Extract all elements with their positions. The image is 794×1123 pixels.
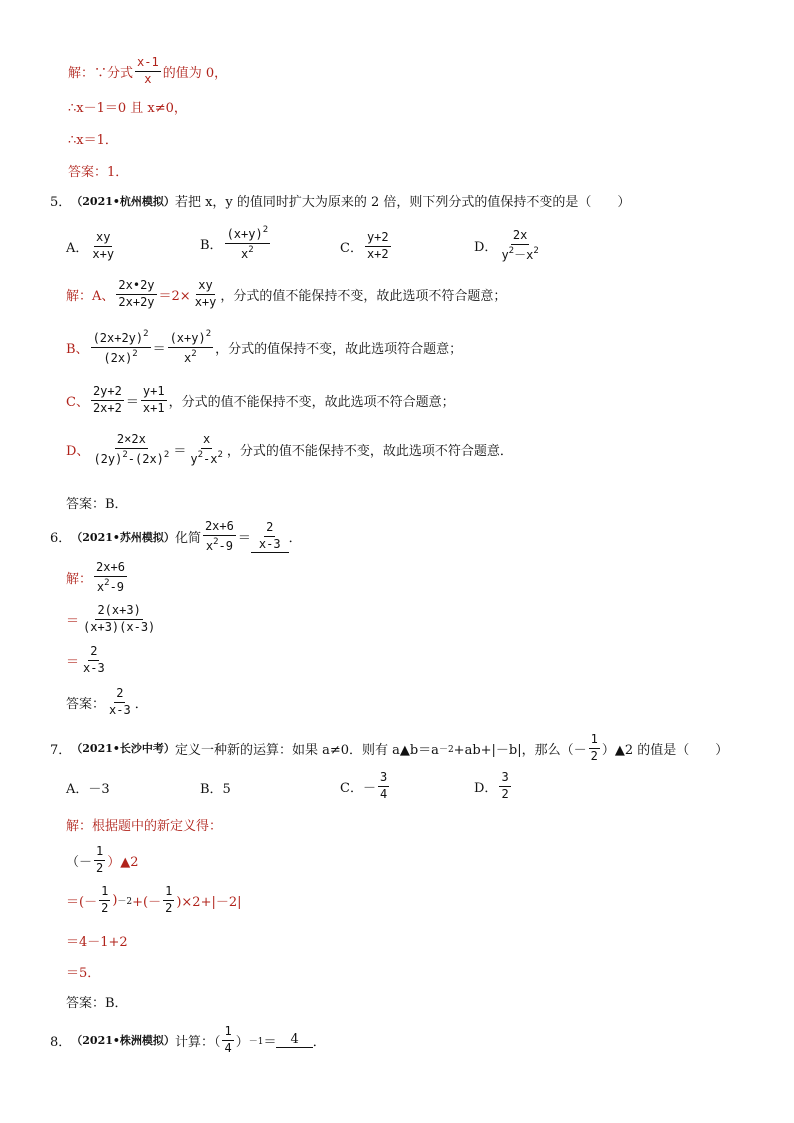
q6-solution-3 — [66, 645, 109, 676]
answer-blank: 4 — [276, 1032, 312, 1048]
exponent: 2 — [143, 329, 149, 339]
question-number: 6． — [50, 531, 72, 547]
text: ＝ — [173, 444, 187, 460]
option-label: A． — [66, 240, 89, 256]
fraction — [163, 885, 174, 916]
q6-solution-2 — [66, 604, 159, 635]
text: x — [241, 246, 249, 261]
denominator — [204, 536, 235, 554]
text: ＝ — [152, 341, 166, 357]
text: -9 — [218, 538, 233, 553]
question-stem: ） — [235, 1034, 249, 1050]
text: ＝5． — [66, 966, 101, 981]
fraction — [257, 521, 283, 552]
text: -x — [202, 451, 218, 466]
exponent: 2 — [104, 577, 110, 588]
text: x — [96, 579, 105, 594]
text: ． — [134, 696, 148, 712]
numerator: 2 — [114, 687, 125, 703]
numerator: 2y+2 — [91, 385, 124, 401]
text: D、 — [66, 444, 90, 460]
text: x — [184, 350, 192, 365]
q5-solution-d — [66, 433, 513, 467]
text: －x — [514, 247, 534, 262]
numerator: 1 — [163, 885, 174, 901]
text: ，分式的值不能保持不变，故此选项不符合题意． — [226, 444, 513, 460]
numerator: 1 — [589, 733, 600, 749]
text: -(2x) — [127, 451, 164, 466]
numerator: 3 — [499, 771, 510, 787]
text: (2y) — [93, 451, 123, 466]
fraction — [90, 231, 116, 262]
denominator — [91, 449, 171, 467]
numerator: 2 — [88, 645, 99, 661]
exponent: 2 — [122, 449, 128, 460]
fraction — [81, 604, 157, 635]
numerator — [225, 225, 271, 244]
fraction — [193, 279, 219, 310]
q5-solution-a — [66, 279, 506, 310]
numerator: 2x+6 — [94, 561, 127, 577]
denominator: 2 — [165, 900, 173, 915]
fraction — [222, 1025, 233, 1056]
q5-solution-c — [66, 385, 455, 416]
q5-option-b — [200, 225, 272, 262]
text: ＝ — [263, 1034, 277, 1050]
q7-solution-5 — [66, 962, 100, 981]
fraction — [225, 225, 271, 262]
q7-option-d — [474, 771, 513, 802]
text: 解：∵分式 — [68, 65, 134, 81]
denominator: 4 — [379, 786, 388, 801]
fraction — [94, 845, 105, 876]
denominator: x-3 — [109, 702, 131, 717]
q4-solution-line-3 — [68, 129, 118, 148]
question-stem: 化简 — [174, 531, 201, 547]
fraction — [81, 645, 107, 676]
question-source: （2021•杭州模拟） — [71, 194, 175, 208]
text: ＝4－1+2 — [66, 935, 128, 950]
text: ＝ — [237, 531, 251, 547]
fraction — [203, 520, 236, 554]
denominator: 4 — [224, 1040, 232, 1055]
text: (x+y) — [226, 227, 263, 241]
text: B、 — [66, 341, 89, 357]
denominator: 2x+2y — [118, 294, 155, 309]
fraction — [91, 385, 124, 416]
exponent: 2 — [191, 348, 197, 359]
text: ，分式的值不能保持不变，故此选项不符合题意； — [168, 394, 455, 410]
q6-solution-1 — [66, 561, 129, 595]
text: 解：A、 — [66, 288, 115, 304]
text: （－ — [66, 854, 93, 870]
fraction — [94, 561, 127, 595]
fraction — [365, 231, 391, 262]
q7-option-b — [200, 778, 231, 797]
q7-stem — [50, 733, 728, 764]
denominator — [188, 449, 225, 467]
numerator: 1 — [94, 845, 105, 861]
text: )×2+|－2| — [176, 894, 242, 910]
q4-answer — [68, 161, 128, 180]
numerator: 2 — [264, 521, 275, 537]
numerator: y+2 — [365, 231, 391, 247]
q7-answer — [66, 992, 128, 1011]
question-stem: 若把 x，y 的值同时扩大为原来的 2 倍，则下列分式的值保持不变的是（ ） — [174, 195, 631, 210]
denominator: x-3 — [258, 536, 281, 551]
option-label: D． — [474, 780, 498, 796]
numerator: 2(x+3) — [95, 604, 142, 620]
exponent: 2 — [262, 225, 269, 235]
exponent: 2 — [213, 536, 219, 547]
text: ＝ — [125, 394, 139, 410]
fraction — [91, 329, 151, 366]
text: C、 — [66, 394, 89, 410]
text: ． — [288, 531, 302, 547]
numerator: 2x — [511, 229, 529, 245]
fraction — [91, 433, 171, 467]
denominator: 2 — [590, 748, 598, 763]
exponent: －1 — [248, 1036, 264, 1047]
denominator: x — [144, 71, 152, 86]
numerator: 1 — [99, 885, 110, 901]
fraction — [589, 733, 600, 764]
fraction — [168, 329, 214, 366]
text: ）▲2 — [107, 854, 139, 870]
numerator — [91, 329, 151, 348]
text: y — [501, 247, 509, 262]
q7-option-a — [66, 778, 110, 797]
q5-stem — [50, 191, 630, 210]
numerator: xy — [94, 231, 112, 247]
option-label: C． — [340, 240, 363, 256]
text: 的值为 0， — [162, 65, 228, 81]
option-label: A．－3 — [66, 782, 110, 797]
fraction — [135, 56, 161, 87]
question-stem: 定义一种新的运算：如果 a≠0．则有 a▲b＝a — [174, 742, 439, 758]
question-stem: +ab+|－b|，那么（－ — [453, 742, 587, 758]
text: 答案： — [66, 696, 106, 712]
text: ，分式的值保持不变，故此选项符合题意； — [215, 341, 463, 357]
q6-answer — [66, 687, 148, 718]
text: 解：根据题中的新定义得： — [66, 819, 223, 834]
denominator — [239, 244, 256, 262]
text: ∴x＝1． — [68, 133, 118, 148]
denominator: 2 — [101, 900, 109, 915]
numerator — [168, 329, 214, 348]
option-label: C．－ — [340, 780, 376, 796]
text: -9 — [109, 579, 125, 594]
numerator: y+1 — [141, 385, 167, 401]
text: 答案：1． — [68, 165, 129, 180]
fraction — [116, 279, 156, 310]
q5-solution-b — [66, 329, 462, 366]
denominator: x+2 — [366, 246, 389, 261]
numerator: x — [201, 433, 212, 449]
fraction — [378, 771, 389, 802]
numerator: 2×2x — [115, 433, 148, 449]
denominator: x+1 — [142, 400, 165, 415]
q7-solution-1 — [66, 815, 222, 834]
question-number: 7． — [50, 742, 72, 758]
exponent: －2 — [438, 744, 454, 755]
text: ) — [112, 892, 118, 908]
denominator — [182, 348, 199, 366]
text: (2x) — [103, 350, 133, 365]
numerator: 1 — [222, 1025, 233, 1041]
denominator: x-3 — [83, 660, 105, 675]
denominator — [101, 348, 139, 366]
denominator — [95, 577, 126, 595]
exponent: 2 — [197, 449, 203, 460]
text: ． — [312, 1034, 326, 1050]
text: x — [205, 538, 214, 553]
text: ＝2× — [158, 288, 191, 304]
q8-stem — [50, 1025, 326, 1056]
denominator: 2x+2 — [92, 400, 122, 415]
q7-solution-3 — [66, 885, 242, 916]
q7-option-c — [340, 771, 391, 802]
text: ，分式的值不能保持不变，故此选项不符合题意； — [220, 288, 507, 304]
question-number: 5． — [50, 195, 72, 210]
numerator: 2x+6 — [203, 520, 236, 536]
text: (2x+2y) — [92, 331, 144, 345]
q5-answer — [66, 493, 128, 512]
question-stem: ）▲2 的值是（ ） — [601, 742, 729, 758]
text: ∴x－1＝0 且 x≠0， — [68, 101, 187, 116]
text: 解： — [66, 572, 93, 588]
q5-option-c — [340, 231, 393, 262]
text: +(－ — [132, 894, 162, 910]
q7-solution-2 — [66, 845, 139, 876]
option-label: B．5 — [200, 782, 231, 797]
exponent: 2 — [217, 449, 223, 460]
text: 答案：B． — [66, 996, 128, 1011]
option-label: D． — [474, 240, 498, 256]
question-source: （2021•苏州模拟） — [71, 530, 175, 544]
fraction — [499, 771, 510, 802]
text: ＝ — [66, 613, 80, 629]
answer-blank — [251, 521, 289, 553]
fraction — [141, 385, 167, 416]
text: ＝(－ — [66, 894, 98, 910]
denominator: x+y — [194, 294, 217, 309]
question-source: （2021•株洲模拟） — [71, 1034, 175, 1048]
fraction — [99, 885, 110, 916]
text: y — [190, 451, 198, 466]
exponent: 2 — [205, 329, 212, 339]
question-stem: 计算：（ — [174, 1034, 221, 1050]
numerator: x-1 — [135, 56, 161, 72]
fraction — [499, 229, 540, 263]
numerator: xy — [196, 279, 214, 295]
denominator: 2 — [96, 860, 104, 875]
exponent: 2 — [533, 245, 539, 256]
exponent: 2 — [248, 244, 254, 255]
exponent: 2 — [508, 245, 515, 256]
denominator: x+y — [92, 246, 115, 261]
exponent: 2 — [132, 348, 138, 359]
q6-stem — [50, 520, 302, 554]
denominator: (x+3)(x-3) — [83, 619, 156, 634]
q7-solution-4 — [66, 931, 128, 950]
numerator: 3 — [378, 771, 389, 787]
q5-option-a — [66, 231, 118, 262]
exponent: －2 — [117, 896, 133, 907]
question-source: （2021•长沙中考） — [71, 742, 175, 756]
q5-option-d — [474, 229, 543, 263]
option-label: B． — [200, 237, 223, 253]
q4-solution-line-2 — [68, 97, 187, 116]
fraction — [107, 687, 133, 718]
fraction — [188, 433, 225, 467]
exponent: 2 — [163, 449, 170, 460]
question-number: 8． — [50, 1034, 72, 1050]
text: (x+y) — [169, 331, 206, 345]
q4-solution-line-1 — [68, 56, 227, 87]
text: 答案：B． — [66, 497, 128, 512]
numerator: 2x•2y — [116, 279, 156, 295]
text: ＝ — [66, 654, 80, 670]
denominator: 2 — [501, 786, 509, 801]
denominator — [499, 245, 540, 263]
